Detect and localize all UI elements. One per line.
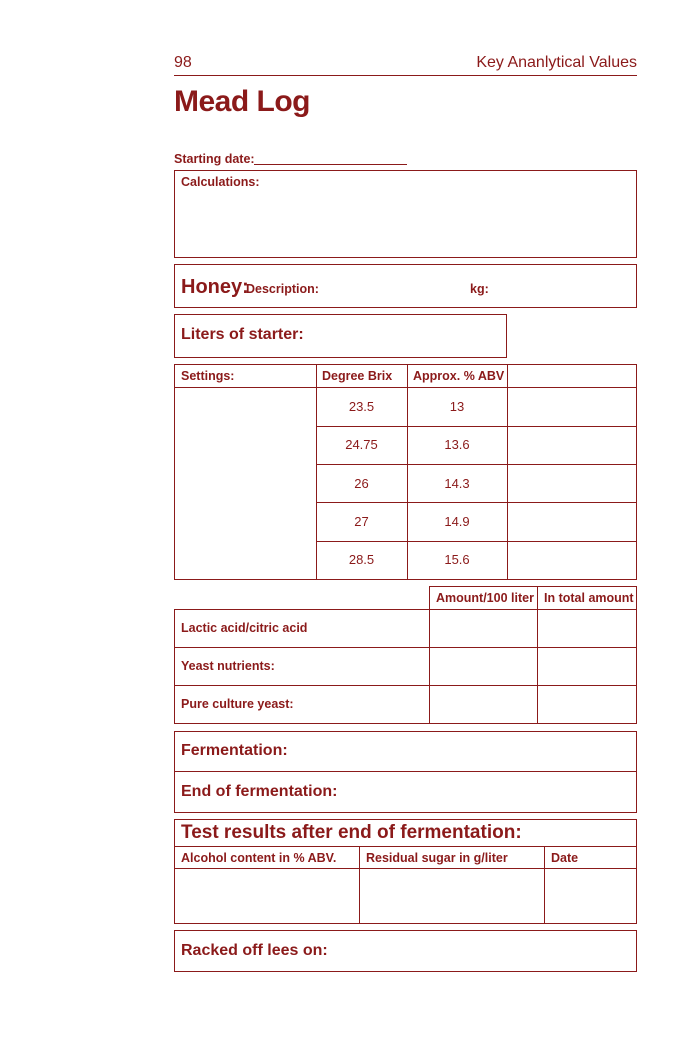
date-header: Date [551,851,579,865]
amount-per-100-header: Amount/100 liter [436,591,534,605]
page-number: 98 [174,54,192,71]
settings-row-rule [316,426,637,427]
test-results-col-divider [359,846,360,924]
settings-col-divider [507,364,508,580]
brix-value: 26 [354,476,369,491]
settings-col-divider [316,364,317,580]
additive-row-label: Yeast nutrients: [181,659,275,673]
starting-date-field[interactable] [254,164,407,165]
brix-value: 28.5 [348,552,375,567]
approx-abv-header: Approx. % ABV [413,369,505,383]
brix-value: 27 [354,514,369,529]
running-title: Key Ananlytical Values [476,54,637,71]
calculations-label: Calculations: [181,175,260,189]
additive-row-label: Lactic acid/citric acid [181,621,308,635]
settings-header: Settings: [181,369,235,383]
additive-row-label: Pure culture yeast: [181,697,294,711]
degree-brix-header: Degree Brix [322,369,393,383]
honey-description-label: Description: [246,282,319,296]
in-total-amount-header: In total amount [544,591,634,605]
abv-value: 14.9 [444,514,470,529]
honey-label: Honey: [181,276,249,298]
additives-row-rule [174,647,637,648]
settings-row-rule [316,502,637,503]
fermentation-divider [174,771,637,772]
settings-header-rule [174,387,637,388]
alcohol-content-header: Alcohol content in % ABV. [181,851,337,865]
test-results-title-rule [174,846,637,847]
test-results-header-rule [174,868,637,869]
page-title: Mead Log [174,85,310,118]
settings-row-rule [316,464,637,465]
brix-value: 23.5 [348,399,375,414]
settings-col-divider [407,364,408,580]
fermentation-label: Fermentation: [181,742,288,759]
settings-row-rule [316,541,637,542]
header-rule [174,75,637,76]
additives-col-divider [429,609,430,724]
abv-value: 13 [449,399,465,414]
racked-label: Racked off lees on: [181,942,328,959]
starting-date-label: Starting date: [174,152,255,166]
brix-value: 24.75 [345,437,378,452]
residual-sugar-header: Residual sugar in g/liter [366,851,508,865]
test-results-title: Test results after end of fermentation: [181,822,522,843]
abv-value: 15.6 [444,552,470,567]
test-results-col-divider [544,846,545,924]
additives-row-rule [174,685,637,686]
starter-label: Liters of starter: [181,326,304,343]
abv-value: 13.6 [444,437,470,452]
honey-kg-label: kg: [470,282,489,296]
abv-value: 14.3 [444,476,470,491]
end-of-fermentation-label: End of fermentation: [181,783,338,800]
settings-table [174,364,637,580]
